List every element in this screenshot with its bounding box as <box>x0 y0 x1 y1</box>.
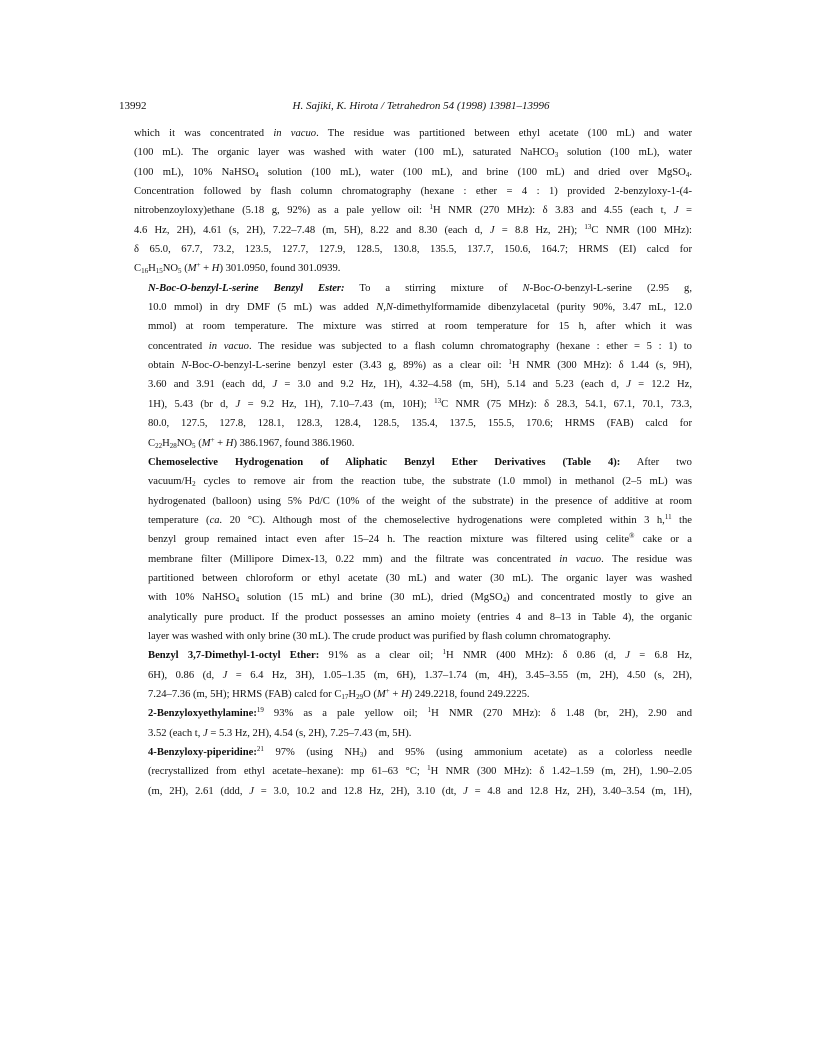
text-line: nitrobenzoyloxy)ethane (5.18 g, 92%) as a pale yellow oil: $^1$H NMR (270 MHz): δ 3.83 and 4.55 (each t, J = <box>134 203 692 217</box>
text-line: benzyl group remained intact even after 15–24 h. The reaction mixture was filtered using celite® cake or a <box>148 532 692 546</box>
page-header <box>119 100 723 116</box>
paragraph-dimethyloctyl-ether <box>134 646 692 704</box>
text-line: 4.6 Hz, 2H), 4.61 (s, 2H), 7.22–7.48 (m, 5H), 8.22 and 8.30 (each d, J = 8.8 Hz, 2H); $^{13}$C NMR (100 MHz): <box>134 222 692 236</box>
text-line: layer was washed with only brine (30 mL). The crude product was purified by flash column chromatography. <box>148 630 611 642</box>
page-number: 13992 <box>119 100 147 112</box>
text-line: 10.0 mmol) in dry DMF (5 mL) was added N,N-dimethylformamide dibenzylacetal (purity 90%, 3.47 mL, 12.0 <box>148 302 692 314</box>
paragraph-boc-serine <box>134 279 692 453</box>
text-line: 4-Benzyloxy-piperidine:$^{21}$ 97% (using $NH_3$) and 95% (using ammonium acetate) as a colorless needle <box>148 745 692 759</box>
text-line: $C_{16}H_{15}NO_5$ (M+ + H) 301.0950, found 301.0939. <box>134 261 341 276</box>
text-line: (recrystallized from ethyl acetate–hexane): mp 61–63 °C; $^1$H NMR (300 MHz): δ 1.42–1.59 (m, 2H), 1.90–2.05 <box>148 764 692 778</box>
compound-heading: 2-Benzyloxyethylamine: <box>148 708 257 720</box>
text-line: (m, 2H), 2.61 (ddd, J = 3.0, 10.2 and 12.8 Hz, 2H), 3.10 (dt, J = 4.8 and 12.8 Hz, 2H), 3.40–3.54 (m, 1H), <box>148 785 692 797</box>
text-line: N-Boc-O-benzyl-L-serine Benzyl Ester: To a stirring mixture of N-Boc-O-benzyl-L-serine (2.95 g, <box>148 282 692 294</box>
text-line: concentrated in vacuo. The residue was subjected to a flash column chromatography (hexane : ether = 5 : 1) to <box>148 340 692 352</box>
text-line: Benzyl 3,7-Dimethyl-1-octyl Ether: 91% as a clear oil; $^1$H NMR (400 MHz): δ 0.86 (d, J = 6.8 Hz, <box>148 648 692 662</box>
text-line: temperature (ca. 20 °C). Although most of the chemoselective hydrogenations were completed within 3 h,$^{11}$ the <box>148 512 693 526</box>
text-line: (100 mL). The organic layer was washed with water (100 mL), saturated NaHCO$_3$ solution (100 mL), water <box>134 147 692 160</box>
text-line: 6H), 0.86 (d, J = 6.4 Hz, 3H), 1.05–1.35 (m, 6H), 1.37–1.74 (m, 4H), 3.45–3.55 (m, 2H), 4.50 (s, 2H), <box>148 669 692 681</box>
text-line: mmol) at room temperature. The mixture was stirred at room temperature for 15 h, after which it was <box>148 321 692 333</box>
paragraph-continuation <box>134 124 692 279</box>
compound-heading: 4-Benzyloxy-piperidine: <box>148 747 257 758</box>
article-body <box>134 124 692 801</box>
text-line: membrane filter (Millipore Dimex-13, 0.22 mm) and the filtrate was concentrated in vacuo. The residue was <box>148 553 692 565</box>
text-line: with 10% NaHSO$_4$ solution (15 mL) and brine (30 mL), dried (MgSO$_4$) and concentrated mostly to give an <box>148 592 692 605</box>
text-line: (100 mL), 10% NaHSO$_4$ solution (100 mL), water (100 mL), and brine (100 mL) and dried over MgSO$_4$. <box>134 166 692 179</box>
paragraph-benzyloxy-piperidine <box>134 743 692 801</box>
text-line: Concentration followed by flash column chromatography (hexane : ether = 4 : 1) provided 2-benzyloxy-1-(4- <box>134 186 692 198</box>
paragraph-benzyloxyethylamine <box>134 704 692 743</box>
compound-heading: N-Boc-O-benzyl-L-serine Benzyl Ester: <box>148 282 345 294</box>
text-line: hydrogenated (balloon) using 5% Pd/C (10% of the weight of the substrate) in the presence of additive at room <box>148 495 692 507</box>
text-line: δ 65.0, 67.7, 73.2, 123.5, 127.7, 127.9, 128.5, 130.8, 135.5, 137.7, 150.6, 164.7; HRMS (EI) calcd for <box>134 244 692 256</box>
text-line: which it was concentrated in vacuo. The residue was partitioned between ethyl acetate (100 mL) and water <box>134 128 692 139</box>
running-head: H. Sajiki, K. Hirota / Tetrahedron 54 (1998) 13981–13996 <box>292 100 550 112</box>
text-line: obtain N-Boc-O-benzyl-L-serine benzyl ester (3.43 g, 89%) as a clear oil: $^1$H NMR (300 MHz): δ 1.44 (s, 9H), <box>148 358 693 372</box>
text-line: 2-Benzyloxyethylamine:$^{19}$ 93% as a pale yellow oil; $^1$H NMR (270 MHz): δ 1.48 (br, 2H), 2.90 and <box>148 706 692 720</box>
text-line: vacuum/$H_2$ cycles to remove air from the reaction tube, the substrate (1.0 mmol) in methanol (2–5 mL) was <box>148 476 692 489</box>
text-line: 1H), 5.43 (br d, J = 9.2 Hz, 1H), 7.10–7.43 (m, 10H); $^{13}$C NMR (75 MHz): δ 28.3, 54.1, 67.1, 70.1, 73.3, <box>148 396 692 410</box>
text-line: Chemoselective Hydrogenation of Aliphatic Benzyl Ether Derivatives (Table 4): After two <box>148 456 692 468</box>
section-heading: Chemoselective Hydrogenation of Aliphatic Benzyl Ether Derivatives (Table 4): <box>148 456 621 468</box>
text-line: $C_{22}H_{28}NO_5$ (M+ + H) 386.1967, found 386.1960. <box>148 435 355 450</box>
paragraph-general-procedure <box>134 453 692 646</box>
text-line: partitioned between chloroform or ethyl acetate (30 mL) and water (30 mL). The organic layer was washed <box>148 572 692 584</box>
text-line: analytically pure product. If the product possesses an amino moiety (entries 4 and 8–13 in Table 4), the organic <box>148 611 692 623</box>
text-line: 80.0, 127.5, 127.8, 128.1, 128.3, 128.4, 128.5, 135.4, 137.5, 155.5, 170.6; HRMS (FAB) calcd for <box>148 418 692 430</box>
text-line: 3.60 and 3.91 (each dd, J = 3.0 and 9.2 Hz, 1H), 4.32–4.58 (m, 5H), 5.14 and 5.23 (each d, J = 12.2 Hz, <box>148 379 692 391</box>
compound-heading: Benzyl 3,7-Dimethyl-1-octyl Ether: <box>148 650 320 662</box>
text-line: 3.52 (each t, J = 5.3 Hz, 2H), 4.54 (s, 2H), 7.25–7.43 (m, 5H). <box>148 727 412 739</box>
text-line: 7.24–7.36 (m, 5H); HRMS (FAB) calcd for $C_{17}H_{29}O$ (M+ + H) 249.2218, found 249.2225. <box>148 686 530 701</box>
